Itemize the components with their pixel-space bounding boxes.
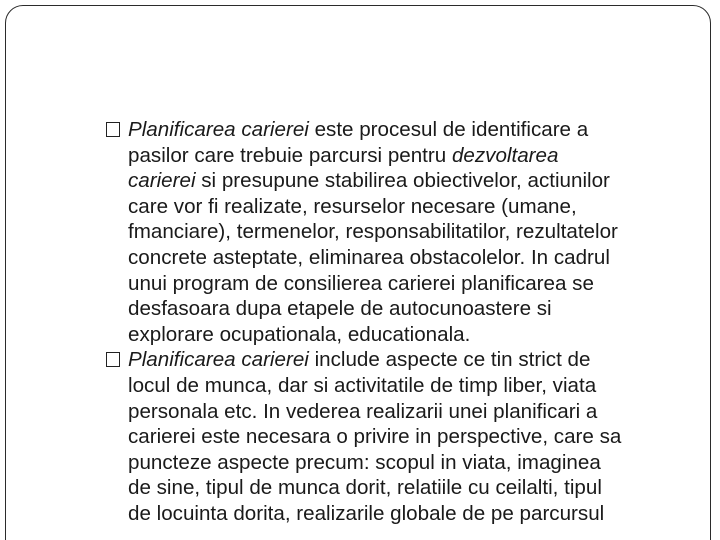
text-line: desfasoara dupa etapele de autocunoastere si (128, 297, 552, 321)
slide-body (106, 117, 696, 527)
bullet-item-2 (106, 347, 696, 526)
text-line: puncteze aspecte precum: scopul in viata, imaginea (128, 450, 601, 474)
text-line: Planificarea carierei include aspecte ce tin strict de (128, 348, 591, 372)
text-line: personala etc. In vederea realizarii unei planificari a (128, 399, 598, 423)
square-bullet-icon (106, 352, 120, 367)
text-line: unui program de consilierea carierei planificarea se (128, 271, 594, 295)
text-line: care vor fi realizate, resurselor necesare (umane, (128, 194, 577, 218)
text-line: de sine, tipul de munca dorit, relatiile cu ceilalti, tipul (128, 476, 602, 500)
text-line: de locuinta dorita, realizarile globale de pe parcursul (128, 501, 605, 525)
text-line: locul de munca, dar si activitatile de timp liber, viata (128, 373, 597, 397)
text-line: fmanciare), termenelor, responsabilitatilor, rezultatelor (128, 220, 618, 244)
bullet-item-1 (106, 117, 696, 347)
text-line: concrete asteptate, eliminarea obstacolelor. In cadrul (128, 245, 610, 269)
text-line: explorare ocupationala, educationala. (128, 322, 471, 346)
square-bullet-icon (106, 122, 120, 137)
text-line: pasilor care trebuie parcursi pentru dezvoltarea (128, 143, 559, 167)
text-line: carierei si presupune stabilirea obiectivelor, actiunilor (128, 169, 610, 193)
text-line: Planificarea carierei este procesul de identificare a (128, 118, 589, 141)
text-line: carierei este necesara o privire in perspective, care sa (128, 425, 622, 449)
